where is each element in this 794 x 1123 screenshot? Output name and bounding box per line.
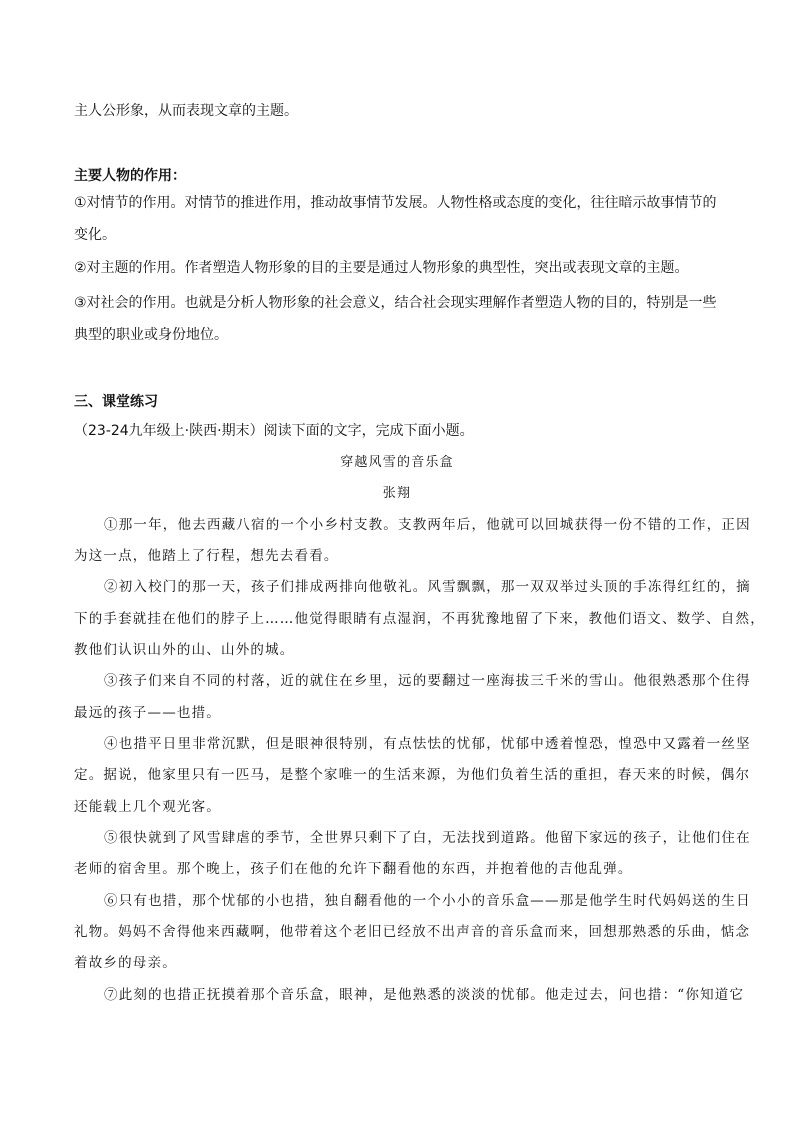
paragraph-line: ③孩子们来自不同的村落，近的就住在乡里，远的要翻过一座海拔三千米的雪山。他很熟悉那个住得 <box>104 673 751 689</box>
role-item: 典型的职业或身份地位。 <box>74 327 228 343</box>
paragraph-line: ④也措平日里非常沉默，但是眼神很特别，有点怯怯的忧郁，忧郁中透着惶恐，惶恐中又露着一丝坚 <box>104 736 751 752</box>
paragraph-line: ⑤很快就到了风雪肆虐的季节，全世界只剩下了白，无法找到道路。他留下家远的孩子，让他们住在 <box>104 830 751 846</box>
paragraph-line: 礼物。妈妈不舍得他来西藏啊，他带着这个老旧已经放不出声音的音乐盒而来，回想那熟悉的乐曲，惦念 <box>74 924 751 940</box>
role-item: ③对社会的作用。也就是分析人物形象的社会意义，结合社会现实理解作者塑造人物的目的，特别是一些 <box>74 295 717 311</box>
article-title: 穿越风雪的音乐盒 <box>340 455 454 470</box>
paragraph-line: ①那一年，他去西藏八宿的一个小乡村支教。支教两年后，他就可以回城获得一份不错的工作，正因 <box>104 517 751 533</box>
role-item: ②对主题的作用。作者塑造人物形象的目的主要是通过人物形象的典型性，突出或表现文章的主题。 <box>74 260 689 276</box>
paragraph-line: 为这一点，他踏上了行程，想先去看看。 <box>74 548 339 564</box>
intro-tail-text: 主人公形象，从而表现文章的主题。 <box>74 103 298 119</box>
role-item: 变化。 <box>74 227 116 243</box>
role-item: ①对情节的作用。对情节的推进作用，推动故事情节发展。人物性格或态度的变化，往往暗示故事情节的 <box>74 195 717 211</box>
paragraph-line: 还能载上几个观光客。 <box>74 799 221 815</box>
question-source: （23-24九年级上·陕西·期末）阅读下面的文字，完成下面小题。 <box>74 423 474 439</box>
paragraph-line: 老师的宿舍里。那个晚上，孩子们在他的允许下翻看他的东西，并抱着他的吉他乱弹。 <box>74 861 633 877</box>
paragraph-line: 着故乡的母亲。 <box>74 955 177 971</box>
section-heading: 三、课堂练习 <box>74 394 158 410</box>
paragraph-line: ⑥只有也措，那个忧郁的小也措，独自翻看他的一个小小的音乐盒——那是他学生时代妈妈送的生日 <box>104 893 751 909</box>
roles-heading: 主要人物的作用： <box>74 168 186 184</box>
paragraph-line: ②初入校门的那一天，孩子们排成两排向他敬礼。风雪飘飘，那一双双举过头顶的手冻得红红的，摘 <box>104 579 751 595</box>
article-author: 张翔 <box>382 486 412 501</box>
paragraph-line: 定。据说，他家里只有一匹马，是整个家唯一的生活来源，为他们负着生活的重担，春天来的时候，偶尔 <box>74 767 751 783</box>
paragraph-line: 教他们认识山外的山、山外的城。 <box>74 642 295 658</box>
paragraph-line: 最远的孩子——也措。 <box>74 705 221 721</box>
paragraph-line: 下的手套就挂在他们的脖子上……他觉得眼睛有点湿润，不再犹豫地留了下来，教他们语文、数学、自然， <box>74 611 765 627</box>
paragraph-line: ⑦此刻的也措正抚摸着那个音乐盒，眼神，是他熟悉的淡淡的忧郁。他走过去，问也措：“你知道它 <box>104 987 745 1003</box>
